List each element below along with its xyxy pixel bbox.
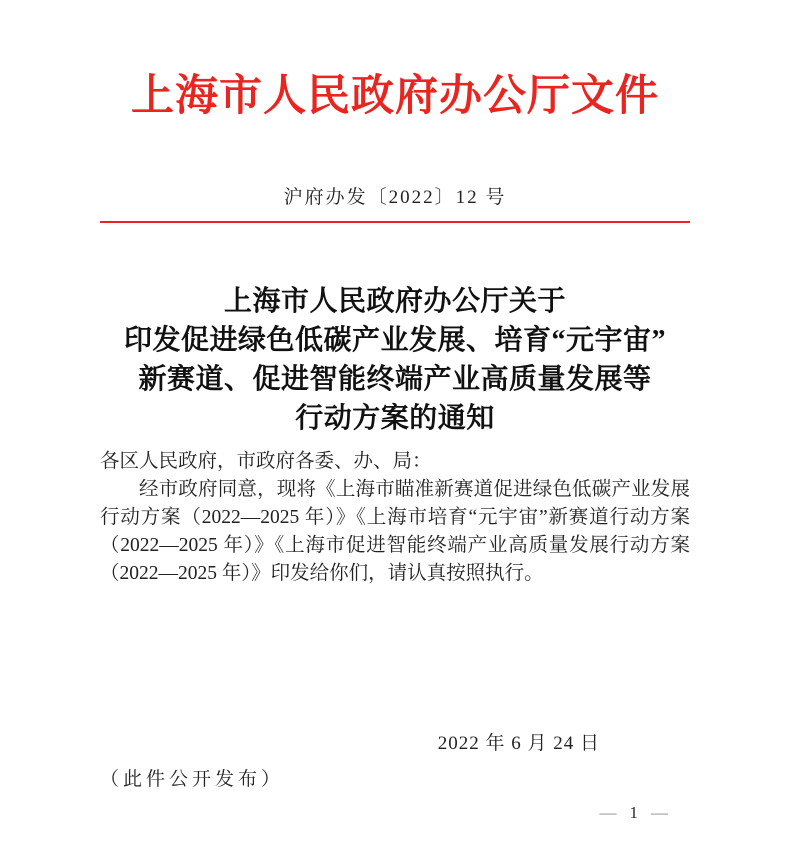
letterhead-title: 上海市人民政府办公厅文件	[131, 73, 659, 120]
page-number-right-dash: —	[651, 803, 668, 822]
page-number-value: 1	[629, 803, 638, 822]
notice-body	[100, 448, 690, 588]
public-release-note: （此件公开发布）	[100, 769, 285, 790]
page-number-left-dash: —	[599, 803, 617, 822]
signature-date: 2022 年 6 月 24 日	[437, 733, 600, 754]
notice-title-line-3: 新赛道、促进智能终端产业高质量发展等	[138, 364, 652, 395]
notice-title-line-1: 上海市人民政府办公厅关于	[223, 286, 566, 317]
notice-title-line-4: 行动方案的通知	[295, 403, 495, 434]
page-number	[600, 803, 669, 823]
document-number: 沪府办发〔2022〕12 号	[283, 187, 507, 208]
red-separator-line	[100, 221, 690, 223]
notice-title	[0, 282, 790, 438]
body-paragraph: 经市政府同意，现将《上海市瞄准新赛道促进绿色低碳产业发展行动方案（2022—2025 年）》《上海市培育“元宇宙”新赛道行动方案（2022—2025 年）》《上海市促进智能终端产业高质量发展行动方案（2022—2025 年）》印发给你们，请认真按照执行。	[100, 479, 690, 584]
notice-title-line-2: 印发促进绿色低碳产业发展、培育“元宇宙”	[123, 325, 666, 356]
salutation-line: 各区人民政府，市政府各委、办、局：	[100, 451, 432, 472]
